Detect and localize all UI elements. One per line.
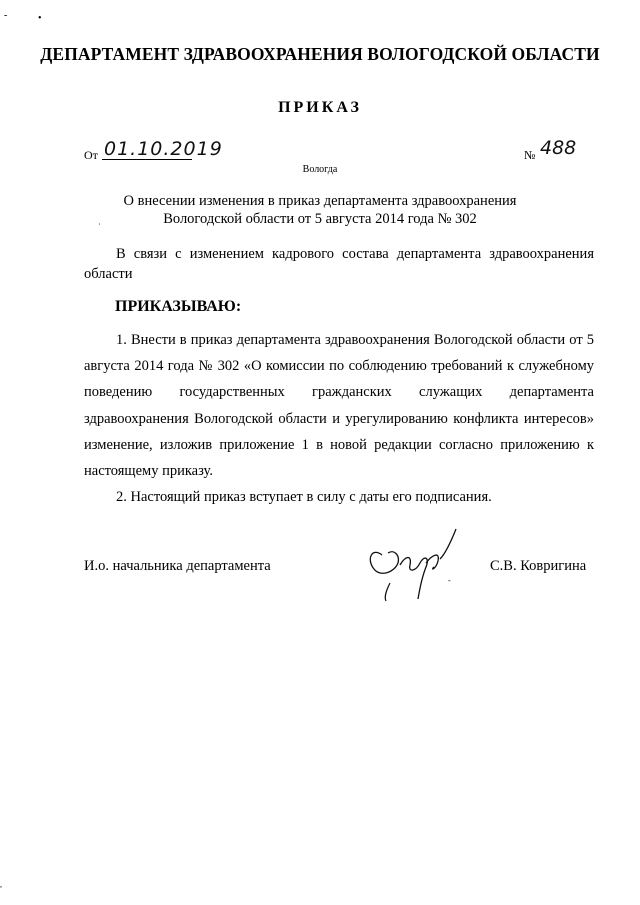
city-label: Вологда — [302, 164, 338, 175]
scan-mark: , — [0, 880, 2, 889]
handwritten-signature — [360, 525, 470, 605]
order-keyword: ПРИКАЗЫВАЮ: — [115, 298, 242, 315]
scan-mark: • — [38, 13, 42, 24]
order-point-2 — [84, 484, 594, 510]
scan-mark: - — [448, 576, 451, 585]
subject-line: Вологодской области от 5 августа 2014 года № 302 — [163, 211, 477, 227]
signatory-name: С.В. Ковригина — [490, 558, 587, 574]
order-subject — [100, 192, 540, 228]
preamble-line: В связи с изменением кадрового состава департамента здравоохранения — [116, 246, 594, 262]
date-underline — [102, 159, 192, 160]
preamble-paragraph — [84, 244, 594, 284]
order-point-text: 2. Настоящий приказ вступает в силу с даты его подписания. — [116, 489, 492, 505]
subject-line: О внесении изменения в приказ департамента здравоохранения — [123, 193, 517, 209]
handwritten-number: 488 — [540, 137, 577, 159]
order-point-1 — [84, 327, 594, 484]
order-point-text: 1. Внести в приказ департамента здравоохранения Вологодской области от 5 августа 2014 года № 302 «О комиссии по соблюдению требований к служебному поведению государственных гражданских служащих департамента здравоохранения Вологодской области и урегулированию конфликта интересов» изменение, изложив приложение 1 в новой редакции согласно приложению к настоящему приказу. — [84, 332, 594, 480]
scan-mark: - — [4, 10, 8, 21]
department-title: ДЕПАРТАМЕНТ ЗДРАВООХРАНЕНИЯ ВОЛОГОДСКОЙ ОБЛАСТИ — [40, 44, 600, 64]
handwritten-date: 01.10.2019 — [104, 138, 223, 160]
document-type-title: ПРИКАЗ — [278, 99, 362, 116]
preamble-line: области — [84, 266, 133, 282]
date-label: От — [84, 148, 98, 162]
signatory-position: И.о. начальника департамента — [84, 558, 271, 574]
scan-mark: · — [98, 220, 101, 229]
number-label: № — [524, 148, 536, 162]
